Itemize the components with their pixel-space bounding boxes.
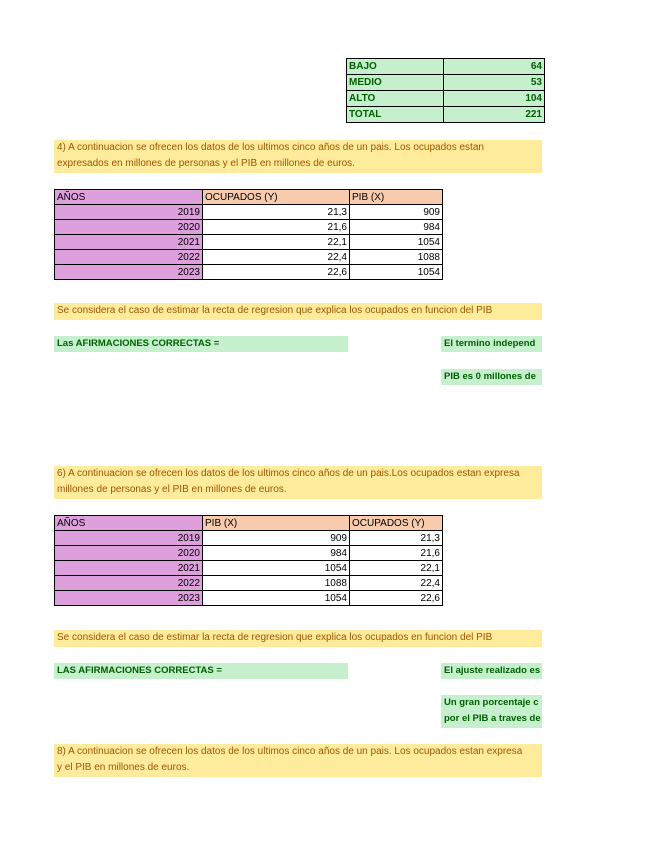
cell-gdp[interactable]: 909 [350,205,443,220]
q6-answer-2[interactable] [441,695,542,728]
cell-gdp[interactable]: 1054 [350,265,443,280]
q6-intro[interactable] [54,466,542,499]
q6-data-table [54,515,443,606]
cell-employed[interactable]: 21,6 [203,220,350,235]
cell-gdp[interactable]: 1088 [203,576,350,591]
q4-intro-line2: expresados en millones de personas y el PIB en millones de euros. [57,158,355,169]
level-value[interactable]: 221 [444,107,545,123]
q4-note[interactable]: Se considera el caso de estimar la recta de regresion que explica los ocupados en funcion del PIB [54,303,542,320]
cell-year[interactable]: 2022 [55,576,203,591]
level-value[interactable]: 104 [444,91,545,107]
cell-year[interactable]: 2020 [55,220,203,235]
q6-answer-2-line1: Un gran porcentaje c [444,697,539,708]
table-row [55,205,443,220]
table-row [347,75,545,91]
q6-answer-1[interactable]: El ajuste realizado es [441,663,542,679]
table-row [55,561,443,576]
cell-year[interactable]: 2022 [55,250,203,265]
header-gdp[interactable]: PIB (X) [203,516,350,531]
table-row [55,591,443,606]
q4-answer-2[interactable]: PIB es 0 millones de [441,369,542,385]
q6-intro-line2: millones de personas y el PIB en millones de euros. [57,484,287,495]
cell-employed[interactable]: 22,6 [350,591,443,606]
table-header-row [55,190,443,205]
table-row [55,235,443,250]
cell-employed[interactable]: 22,4 [350,576,443,591]
level-summary-table [346,58,545,123]
cell-employed[interactable]: 22,6 [203,265,350,280]
table-row [55,546,443,561]
q4-intro-line1: 4) A continuacion se ofrecen los datos de los ultimos cinco años de un pais. Los ocupados estan [57,142,484,153]
cell-year[interactable]: 2021 [55,235,203,250]
table-header-row [55,516,443,531]
level-label[interactable]: ALTO [347,91,444,107]
level-label[interactable]: MEDIO [347,75,444,91]
q4-intro[interactable] [54,140,542,173]
q6-note[interactable]: Se considera el caso de estimar la recta de regresion que explica los ocupados en funcion del PIB [54,630,542,647]
header-employed[interactable]: OCUPADOS (Y) [203,190,350,205]
cell-employed[interactable]: 21,3 [203,205,350,220]
cell-employed[interactable]: 21,6 [350,546,443,561]
cell-gdp[interactable]: 909 [203,531,350,546]
table-row [347,91,545,107]
q8-intro-line2: y el PIB en millones de euros. [57,762,190,773]
header-years[interactable]: AÑOS [55,190,203,205]
cell-gdp[interactable]: 1054 [203,561,350,576]
table-row [347,59,545,75]
q6-intro-line1: 6) A continuacion se ofrecen los datos de los ultimos cinco años de un pais.Los ocupados estan expresa [57,468,520,479]
header-gdp[interactable]: PIB (X) [350,190,443,205]
table-row [55,250,443,265]
cell-employed[interactable]: 22,4 [203,250,350,265]
cell-year[interactable]: 2019 [55,205,203,220]
cell-year[interactable]: 2019 [55,531,203,546]
level-value[interactable]: 64 [444,59,545,75]
header-employed[interactable]: OCUPADOS (Y) [350,516,443,531]
table-row [55,265,443,280]
level-value[interactable]: 53 [444,75,545,91]
cell-year[interactable]: 2021 [55,561,203,576]
cell-year[interactable]: 2023 [55,591,203,606]
cell-year[interactable]: 2020 [55,546,203,561]
cell-gdp[interactable]: 984 [350,220,443,235]
cell-year[interactable]: 2023 [55,265,203,280]
cell-employed[interactable]: 22,1 [350,561,443,576]
cell-gdp[interactable]: 1054 [350,235,443,250]
q4-answers-label[interactable]: Las AFIRMACIONES CORRECTAS = [54,336,348,352]
cell-gdp[interactable]: 1088 [350,250,443,265]
q8-intro-line1: 8) A continuacion se ofrecen los datos de los ultimos cinco años de un pais. Los ocupados estan expresa [57,746,523,757]
table-row [347,107,545,123]
table-row [55,531,443,546]
cell-employed[interactable]: 21,3 [350,531,443,546]
table-row [55,576,443,591]
cell-gdp[interactable]: 1054 [203,591,350,606]
q6-answer-2-line2: por el PIB a traves de [444,713,541,724]
level-label[interactable]: BAJO [347,59,444,75]
cell-gdp[interactable]: 984 [203,546,350,561]
q4-data-table [54,189,443,280]
cell-employed[interactable]: 22,1 [203,235,350,250]
q8-intro[interactable] [54,744,542,777]
table-row [55,220,443,235]
q4-answer-1[interactable]: El termino independ [441,336,542,352]
header-years[interactable]: AÑOS [55,516,203,531]
q6-answers-label[interactable]: LAS AFIRMACIONES CORRECTAS = [54,663,348,679]
level-label[interactable]: TOTAL [347,107,444,123]
